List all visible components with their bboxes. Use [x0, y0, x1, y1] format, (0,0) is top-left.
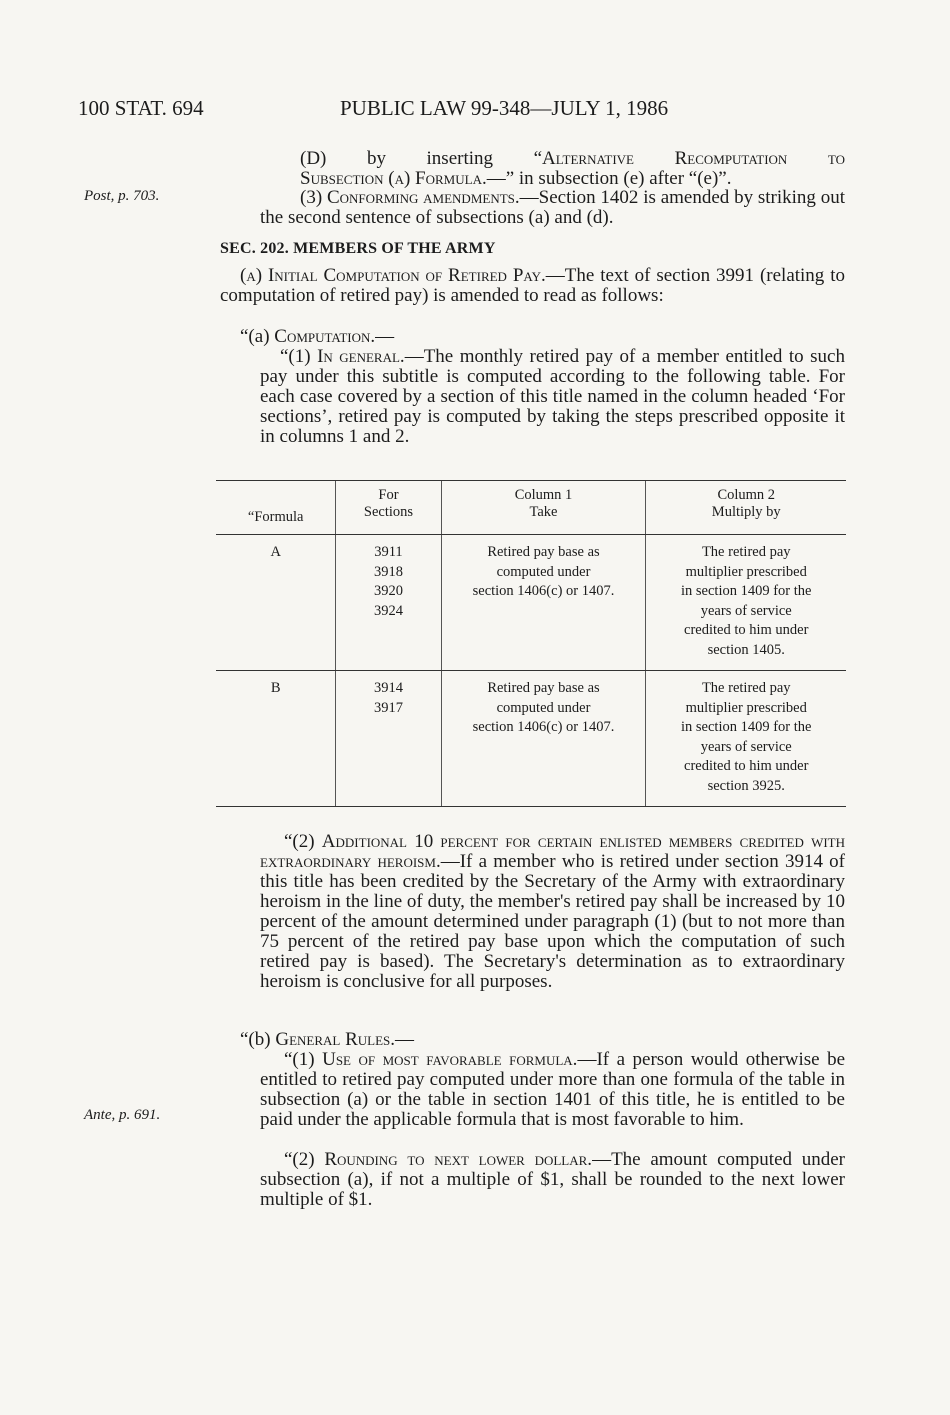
cell-formula: [216, 535, 336, 671]
formula-table: [216, 480, 846, 807]
statute-page-number: 100 STAT. 694: [78, 96, 204, 120]
paragraph-1: [260, 347, 845, 447]
computation-smallcaps: Computation.: [274, 326, 376, 347]
paragraph-2-open: “(2): [284, 831, 322, 852]
cell-column-2-line: section 3925.: [707, 777, 785, 794]
paragraph-d-smallcaps: Alternative Recomputation to: [542, 148, 845, 169]
paragraph-b1-open: “(1): [284, 1049, 323, 1070]
cell-column-2-line: years of service: [700, 602, 792, 619]
cell-column-2-line: multiplier prescribed: [685, 699, 807, 716]
general-rules-smallcaps: General Rules.: [275, 1029, 396, 1050]
cell-column-2-line: The retired pay: [701, 544, 791, 560]
cell-column-2: [646, 671, 846, 807]
cell-formula-text: B: [270, 680, 281, 696]
cell-sections-line: 3924: [373, 602, 403, 619]
cell-column-1-line: Retired pay base as: [487, 680, 600, 696]
table-header-row: [216, 481, 846, 535]
cell-formula: [216, 671, 336, 807]
header-sections: [336, 481, 441, 535]
computation-heading: [240, 327, 394, 347]
paragraph-3: [260, 188, 845, 228]
margin-note-ante: Ante, p. 691.: [84, 1107, 161, 1123]
cell-column-2-line: years of service: [700, 738, 792, 755]
law-title: PUBLIC LAW 99-348—JULY 1, 1986: [340, 96, 669, 120]
paragraph-2-heading: Additional 10 percent for certain enlisted members credited with extraordinary heroism.: [260, 831, 846, 872]
paragraph-3-text: —Section 1402 is amended by striking out the second sentence of subsections (a) and (d).: [260, 187, 846, 228]
cell-column-1-line: section 1406(c) or 1407.: [472, 583, 615, 599]
paragraph-a-text: —The text of section 3991 (relating to computation of retired pay) is amended to read as follows:: [220, 265, 845, 306]
table-row: [216, 671, 846, 807]
cell-sections-line: 3914: [373, 680, 403, 696]
general-rules-close: —: [395, 1029, 415, 1050]
cell-column-1: [441, 535, 646, 671]
header-column-1-title: Column 1: [514, 487, 573, 503]
paragraph-2-text: —If a member who is retired under section 3914 of this title has been credited by the Secretary of the Army with extraordinary heroism in the line of duty, the member's retired pay shall be increased by 10 percent of the amount determined under paragraph (1) (but to not more than 75 percent of the retired pay base upon which the computation of such retired pay is based). The Secretary's determination as to extraordinary heroism is conclusive for all purposes.: [260, 851, 846, 992]
cell-column-2: [646, 535, 846, 671]
paragraph-a: [220, 266, 845, 306]
paragraph-b2-text: —The amount computed under subsection (a), if not a multiple of $1, shall be rounded to the next lower multiple of $1.: [260, 1149, 845, 1210]
header-column-2-sub: Multiply by: [711, 504, 781, 520]
paragraph-b2-open: “(2): [284, 1149, 325, 1170]
computation-open: “(a): [240, 326, 275, 347]
cell-column-2-line: credited to him under: [684, 622, 809, 638]
header-formula: [216, 481, 336, 535]
paragraph-b2: [260, 1150, 845, 1210]
cell-column-1-line: section 1406(c) or 1407.: [472, 719, 615, 735]
header-for-text: For: [378, 487, 399, 503]
header-sections-text: Sections: [363, 504, 414, 520]
cell-sections-line: 3918: [373, 563, 403, 580]
table-row: [216, 535, 846, 671]
header-column-2-title: Column 2: [717, 487, 776, 503]
paragraph-b1-text: —If a person would otherwise be entitled to retired pay computed under more than one formula of the table in subsection (a) or the table in section 1401 of this title, he is entitled to be paid under the applicable formula that is most favorable to him.: [260, 1049, 846, 1130]
section-202-heading: SEC. 202. MEMBERS OF THE ARMY: [220, 240, 496, 257]
cell-column-2-line: in section 1409 for the: [681, 719, 812, 735]
paragraph-a-heading: (a) Initial Computation of Retired Pay.: [240, 265, 546, 286]
cell-column-2-line: The retired pay: [701, 680, 791, 696]
cell-sections-line: 3920: [373, 583, 403, 599]
paragraph-d-smallcaps-2: Subsection (a) Formula.: [300, 168, 487, 189]
cell-formula-text: A: [270, 544, 281, 560]
computation-close: —: [375, 326, 395, 347]
paragraph-3-heading: (3) Conforming amendments.: [300, 187, 520, 208]
paragraph-b2-heading: Rounding to next lower dollar.: [324, 1149, 593, 1170]
cell-sections: [336, 535, 441, 671]
general-rules-open: “(b): [240, 1029, 276, 1050]
header-column-1: [441, 481, 646, 535]
page-header: [78, 96, 878, 126]
cell-column-1-line: computed under: [496, 563, 591, 580]
paragraph-1-open: “(1): [280, 346, 318, 367]
header-formula-text: “Formula: [247, 509, 304, 525]
paragraph-d-text-2: —” in subsection (e) after “(e)”.: [486, 168, 732, 189]
cell-column-2-line: multiplier prescribed: [685, 563, 807, 580]
cell-column-1-line: Retired pay base as: [487, 544, 600, 560]
cell-sections-line: 3917: [373, 699, 403, 716]
margin-note-post: Post, p. 703.: [84, 188, 160, 204]
paragraph-b1: [260, 1050, 845, 1130]
cell-sections-line: 3911: [374, 544, 403, 560]
paragraph-1-heading: In general.: [317, 346, 405, 367]
paragraph-1-text: —The monthly retired pay of a member entitled to such pay under this subtitle is computed according to the following table. For each case covered by a section of this title named in the column headed ‘For sections’, retired pay is computed by taking the steps prescribed opposite it in columns 1 and 2.: [260, 346, 845, 447]
cell-column-1: [441, 671, 646, 807]
cell-column-2-line: section 1405.: [707, 641, 785, 658]
paragraph-b1-heading: Use of most favorable formula.: [322, 1049, 578, 1070]
paragraph-d: [300, 149, 845, 189]
cell-column-1-line: computed under: [496, 699, 591, 716]
cell-column-2-line: in section 1409 for the: [681, 583, 812, 599]
cell-sections: [336, 671, 441, 807]
header-column-2: [646, 481, 846, 535]
paragraph-2: [260, 832, 845, 992]
cell-column-2-line: credited to him under: [684, 758, 809, 774]
paragraph-d-text: (D) by inserting “: [300, 148, 543, 169]
header-column-1-sub: Take: [529, 504, 558, 520]
general-rules-heading: [240, 1030, 414, 1050]
